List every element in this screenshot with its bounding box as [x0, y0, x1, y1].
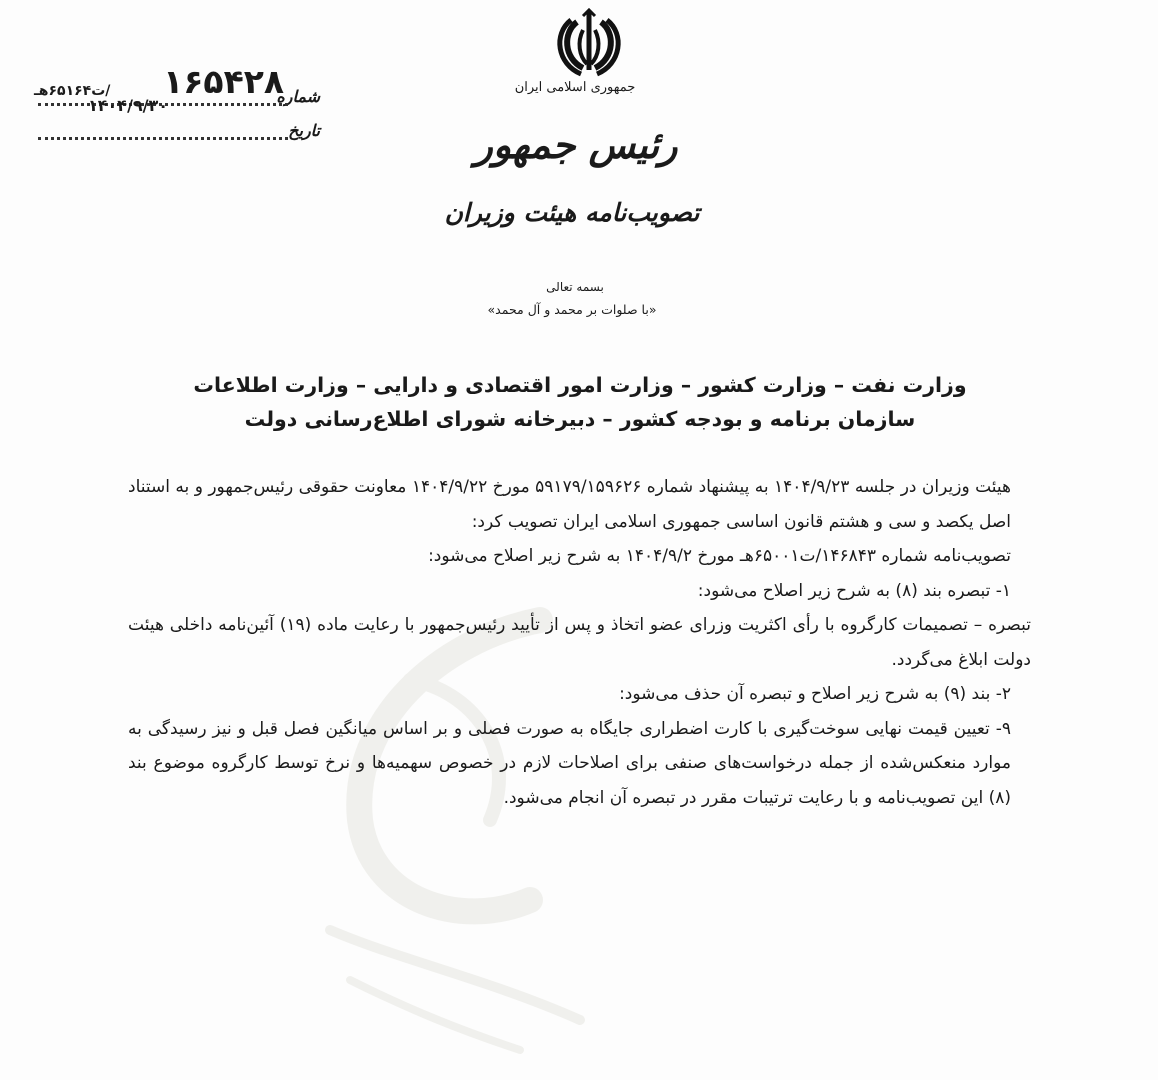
number-value: ۱۶۵۴۲۸	[163, 62, 284, 101]
number-suffix: /ت۶۵۱۶۴هـ	[34, 83, 111, 99]
addressees-line-2: سازمان برنامه و بودجه کشور – دبیرخانه شورای اطلاع‌رسانی دولت	[244, 407, 916, 431]
invocation-salawat: «با صلوات بر محمد و آل محمد»	[487, 302, 657, 317]
iran-emblem-icon	[553, 8, 625, 80]
number-label: شماره	[276, 87, 320, 106]
item-1-text: تبصره – تصمیمات کارگروه با رأی اکثریت وزرای عضو اتخاذ و پس از تأیید رئیس‌جمهور با رعایت ماده (۱۹) آئین‌نامه داخلی هیئت دولت ابلاغ می‌گردد.	[128, 615, 1031, 670]
addressees	[180, 368, 980, 436]
date-label: تاریخ	[288, 121, 320, 140]
date-value: ۱۴۰۴/۹/۳۰	[88, 96, 169, 115]
office-title: رئیس جمهور	[474, 122, 678, 167]
addressees-line-1: وزارت نفت – وزارت کشور – وزارت امور اقتصادی و دارایی – وزارت اطلاعات	[193, 373, 967, 397]
amendment-line: تصویب‌نامه شماره ۱۴۶۸۴۳/ت۶۵۰۰۱هـ مورخ ۱۴۰۴/۹/۲ به شرح زیر اصلاح می‌شود:	[428, 546, 1011, 566]
item-2-text: ۹- تعیین قیمت نهایی سوخت‌گیری با کارت اضطراری جایگاه به صورت فصلی و بر اساس میانگین فصل قبل و نیز رسیدگی به موارد منعکس‌شده از جمله درخواست‌های صنفی برای اصلاحات لازم در خصوص سهمیه‌ها و نرخ توسط کارگروه موضوع بند (۸) این تصویب‌نامه و با رعایت ترتیبات مقرر در تبصره آن انجام می‌شود.	[128, 718, 1011, 808]
intro-paragraph: هیئت وزیران در جلسه ۱۴۰۴/۹/۲۳ به پیشنهاد شماره ۵۹۱۷۹/۱۵۹۶۲۶ مورخ ۱۴۰۴/۹/۲۲ معاونت حقوقی رئیس‌جمهور و به استناد اصل یکصد و سی و هشتم قانون اساسی جمهوری اسلامی ایران تصویب کرد:	[128, 477, 1012, 532]
item-2-title: ۲- بند (۹) به شرح زیر اصلاح و تبصره آن حذف می‌شود:	[619, 684, 1011, 704]
document-type-title: تصویب‌نامه هیئت وزیران	[444, 198, 700, 227]
republic-title: جمهوری اسلامی ایران	[514, 80, 636, 95]
document-body	[128, 470, 1031, 815]
item-1-title: ۱- تبصره بند (۸) به شرح زیر اصلاح می‌شود:	[697, 580, 1011, 601]
invocation-besm: بسمه تعالی	[546, 280, 604, 294]
